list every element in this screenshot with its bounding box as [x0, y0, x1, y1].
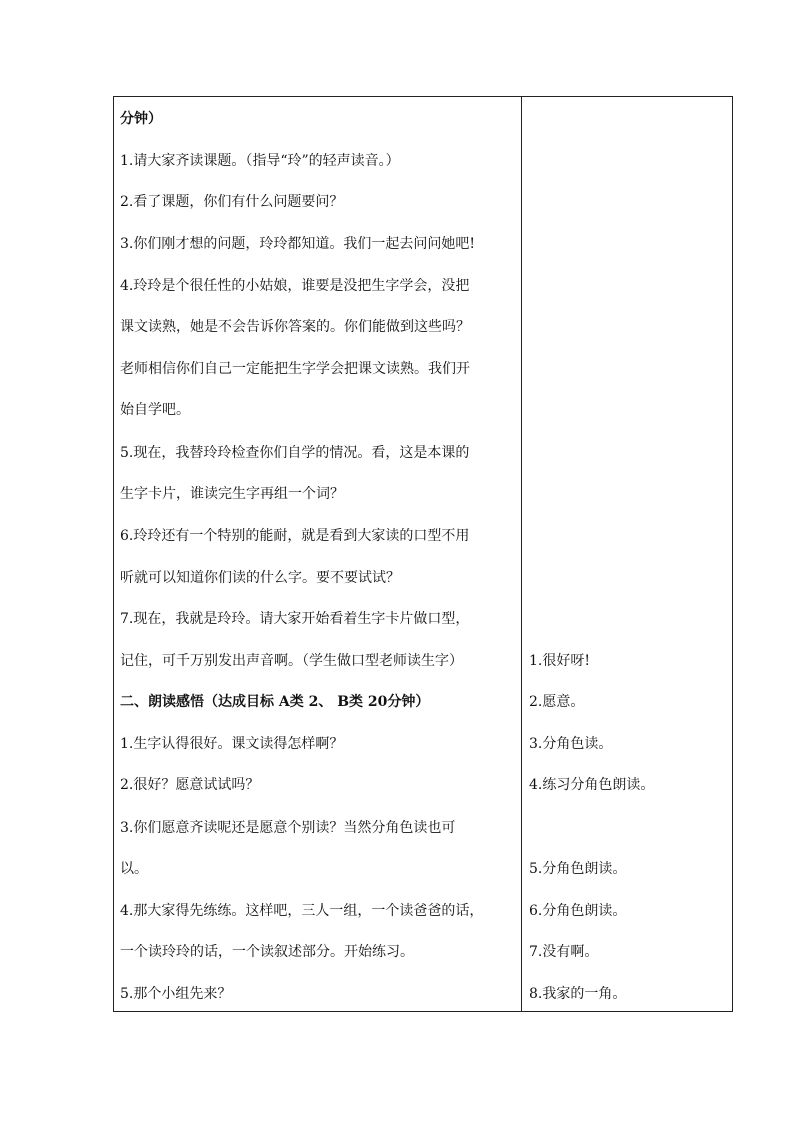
- student-line: 3.分角色读。: [529, 736, 613, 752]
- teacher-line: 4.那大家得先练练。这样吧，三人一组，一个读爸爸的话，: [120, 903, 484, 919]
- teacher-line: 7.现在，我就是玲玲。请大家开始看着生字卡片做口型，: [120, 611, 470, 627]
- teacher-line: 听就可以知道你们读的什么字。要不要试试？: [120, 570, 400, 586]
- teacher-line: 4.玲玲是个很任性的小姑娘，谁要是没把生字学会，没把: [120, 278, 470, 294]
- teacher-line: 2.看了课题，你们有什么问题要问？: [120, 194, 344, 210]
- teacher-line: 5.那个小组先来？: [120, 986, 232, 1002]
- teacher-line: 一个读玲玲的话，一个读叙述部分。开始练习。: [120, 944, 414, 960]
- student-line: 6.分角色朗读。: [529, 903, 627, 919]
- teacher-line: 3.你们愿意齐读呢还是愿意个别读？当然分角色读也可: [120, 820, 456, 836]
- teacher-line: 1.请大家齐读课题。（指导“玲”的轻声读音。）: [120, 153, 400, 169]
- teacher-line: 6.玲玲还有一个特别的能耐，就是看到大家读的口型不用: [120, 528, 470, 544]
- teacher-line: 生字卡片，谁读完生字再组一个词？: [120, 486, 344, 502]
- teacher-line: 以。: [120, 861, 148, 877]
- teacher-line: 分钟）: [120, 111, 162, 127]
- teacher-line: 老师相信你们自己一定能把生字学会把课文读熟。我们开: [120, 361, 470, 377]
- teacher-line: 2.很好？愿意试试吗？: [120, 777, 260, 793]
- teacher-line: 1.生字认得很好。课文读得怎样啊？: [120, 736, 344, 752]
- student-line: 5.分角色朗读。: [529, 861, 627, 877]
- teacher-line: 课文读熟，她是不会告诉你答案的。你们能做到这些吗？: [120, 319, 470, 335]
- student-line: 4.练习分角色朗读。: [529, 777, 655, 793]
- teacher-line: 二、朗读感悟（达成目标 A类 2、 B类 20分钟）: [120, 694, 430, 710]
- student-line: 2.愿意。: [529, 694, 585, 710]
- teacher-line: 始自学吧。: [120, 402, 190, 418]
- teacher-line: 记住，可千万别发出声音啊。（学生做口型老师读生字）: [120, 653, 463, 669]
- teacher-line: 3.你们刚才想的问题，玲玲都知道。我们一起去问问她吧!: [120, 236, 475, 252]
- student-line: 8.我家的一角。: [529, 986, 627, 1002]
- teacher-line: 5.现在，我替玲玲检查你们自学的情况。看，这是本课的: [120, 445, 470, 461]
- lesson-plan-table: [113, 96, 733, 1012]
- student-line: 1.很好呀!: [529, 653, 590, 669]
- column-divider: [521, 97, 522, 1011]
- student-line: 7.没有啊。: [529, 944, 599, 960]
